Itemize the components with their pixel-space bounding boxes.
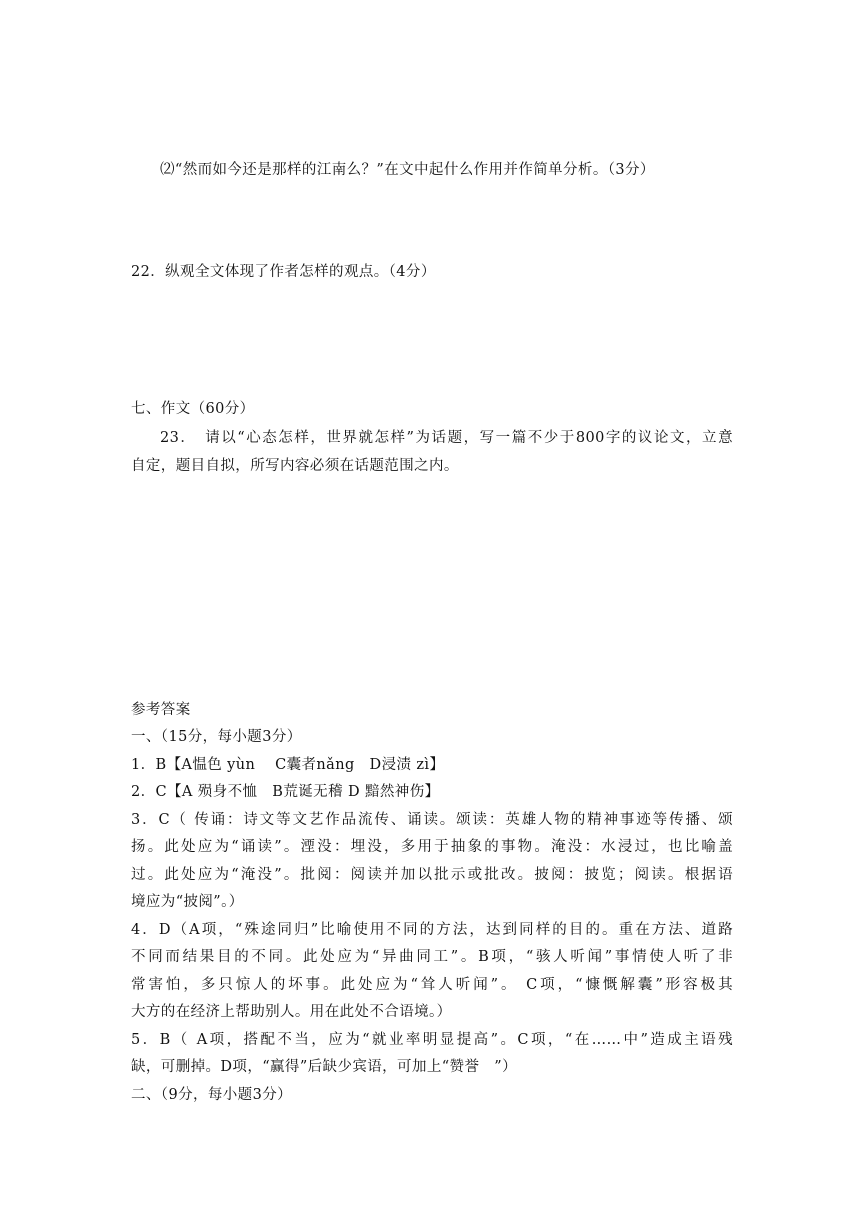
answer-4-line-2: 不同而结果目的不同。此处应为“异曲同工”。B项，“骇人听闻”事情使人听了非 [131, 949, 733, 965]
answer-5-line-1: 5．B（ A项，搭配不当，应为“就业率明显提高”。C项，“在……中”造成主语残 [131, 1032, 733, 1048]
answer-3-line-4: 境应为“披阅”。） [131, 894, 244, 910]
answer-1: 1．B【A愠色 yùn C囊者nǎng D浸渍 zì】 [131, 757, 445, 773]
answer-2: 2．C【A 殒身不恤 B荒诞无稽 D 黯然神伤】 [131, 784, 440, 800]
answer-5-line-2: 缺，可删掉。D项，“赢得”后缺少宾语，可加上“赞誉 ”） [131, 1059, 517, 1075]
question-23-line-1: 23． 请以“心态怎样，世界就怎样”为话题，写一篇不少于800字的议论文，立意 [160, 430, 733, 446]
answer-4-line-1: 4．D（A项，“殊途同归”比喻使用不同的方法，达到同样的目的。重在方法、道路 [131, 922, 733, 938]
answer-4-line-3: 常害怕，多只惊人的坏事。此处应为“耸人听闻”。 C项，“慷慨解囊”形容极其 [131, 977, 733, 993]
question-23-line-2: 自定，题目自拟，所写内容必须在话题范围之内。 [131, 458, 459, 474]
part-1-header: 一、（15分，每小题3分） [131, 729, 302, 745]
question-21-2: ⑵“然而如今还是那样的江南么？”在文中起什么作用并作简单分析。（3分） [160, 162, 655, 178]
answer-4-line-4: 大方的在经济上帮助别人。用在此处不合语境。） [131, 1004, 452, 1020]
answer-3-line-2: 扬。此处应为“诵读”。湮没：埋没，多用于抽象的事物。淹没：水浸过，也比喻盖 [131, 839, 733, 855]
answer-3-line-3: 过。此处应为“淹没”。批阅：阅读并加以批示或批改。披阅：披览；阅读。根据语 [131, 867, 733, 883]
answer-3-line-1: 3．C（ 传诵：诗文等文艺作品流传、诵读。颂读：英雄人物的精神事迹等传播、颂 [131, 812, 733, 828]
part-2-header: 二、（9分，每小题3分） [131, 1087, 292, 1103]
section-7-title: 七、作文（60分） [131, 401, 255, 417]
question-22: 22．纵观全文体现了作者怎样的观点。（4分） [131, 264, 436, 280]
answer-key-title: 参考答案 [131, 702, 191, 718]
